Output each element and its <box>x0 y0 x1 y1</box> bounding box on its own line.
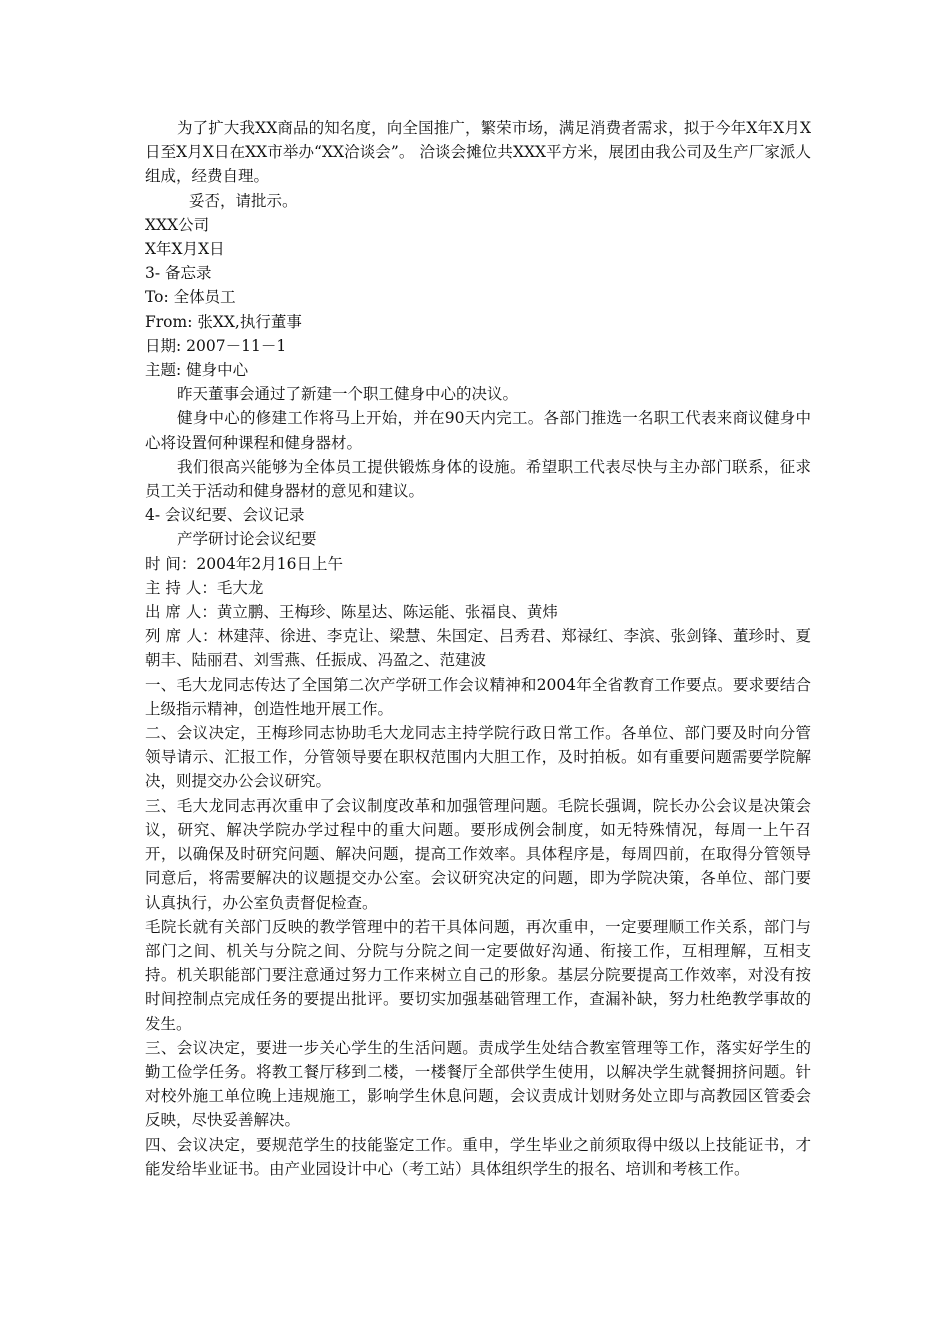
memo-to: To: 全体员工 <box>145 288 236 307</box>
signature-date: X年X月X日 <box>145 240 225 259</box>
memo-paragraph-2: 健身中心的修建工作将马上开始，并在90天内完工。各部门推选一名职工代表来商议健身中心将设置何种课程和健身器材。 <box>145 409 811 452</box>
minutes-time: 时 间：2004年2月16日上午 <box>145 554 343 573</box>
memo-paragraph-1: 昨天董事会通过了新建一个职工健身中心的决议。 <box>177 385 519 404</box>
minutes-title: 产学研讨论会议纪要 <box>177 530 317 549</box>
request-line: 妥否，请批示。 <box>189 191 298 210</box>
memo-paragraph-3: 我们很高兴能够为全体员工提供锻炼身体的设施。希望职工代表尽快与主办部门联系，征求员工关于活动和健身器材的意见和建议。 <box>145 457 811 501</box>
minutes-observers: 列 席 人：林建萍、徐进、李克让、梁慧、朱国定、吕秀君、郑禄红、李滨、张剑锋、董珍时、夏朝丰、陆丽君、刘雪燕、任振成、冯盈之、范建波 <box>145 627 811 670</box>
minutes-item-3c: 三、会议决定，要进一步关心学生的生活问题。责成学生处结合教室管理等工作，落实好学生的勤工俭学任务。将教工餐厅移到二楼，一楼餐厅全部供学生使用，以解决学生就餐拥挤问题。针对校外施工单位晚上违规施工，影响学生休息问题，会议责成计划财务处立即与高教园区管委会反映，尽快妥善解决。 <box>145 1038 811 1130</box>
intro-paragraph: 为了扩大我XX商品的知名度，向全国推广，繁荣市场，满足消费者需求，拟于今年X年X月X日至X月X日在XX市举办“XX洽谈会”。 洽谈会摊位共XXX平方米，展团由我公司及生产厂家派人组成，经费自理。 <box>145 119 811 186</box>
minutes-item-3b: 毛院长就有关部门反映的教学管理中的若干具体问题，再次重申，一定要理顺工作关系，部门与部门之间、机关与分院之间、分院与分院之间一定要做好沟通、衔接工作，互相理解，互相支持。机关职能部门要注意通过努力工作来树立自己的形象。基层分院要提高工作效率，对没有按时间控制点完成任务的要提出批评。要切实加强基础管理工作，查漏补缺，努力杜绝教学事故的发生。 <box>145 917 811 1033</box>
minutes-item-4: 四、会议决定，要规范学生的技能鉴定工作。重申，学生毕业之前须取得中级以上技能证书，才能发给毕业证书。由产业园设计中心（考工站）具体组织学生的报名、培训和考核工作。 <box>145 1135 811 1178</box>
minutes-item-3a: 三、毛大龙同志再次重申了会议制度改革和加强管理问题。毛院长强调，院长办公会议是决策会议，研究、解决学院办学过程中的重大问题。要形成例会制度，如无特殊情况，每周一上午召开，以确保及时研究问题、解决问题，提高工作效率。具体程序是，每周四前，在取得分管领导同意后，将需要解决的议题提交办公室。会议研究决定的问题，即为学院决策，各单位、部门要认真执行，办公室负责督促检查。 <box>145 796 811 912</box>
memo-subject: 主题: 健身中心 <box>145 361 249 380</box>
section-heading-memo: 3- 备忘录 <box>145 264 212 283</box>
minutes-attendees: 出 席 人：黄立鹏、王梅珍、陈星达、陈运能、张福良、黄炜 <box>145 603 558 622</box>
memo-date: 日期: 2007－11－1 <box>145 336 287 355</box>
minutes-item-1: 一、毛大龙同志传达了全国第二次产学研工作会议精神和2004年全省教育工作要点。要求要结合上级指示精神，创造性地开展工作。 <box>145 675 811 718</box>
minutes-host: 主 持 人：毛大龙 <box>145 578 264 597</box>
minutes-item-2: 二、会议决定，王梅珍同志协助毛大龙同志主持学院行政日常工作。各单位、部门要及时向分管领导请示、汇报工作，分管领导要在职权范围内大胆工作，及时拍板。如有重要问题需要学院解决，则提交办公会议研究。 <box>145 724 811 791</box>
signature-company: XXX公司 <box>145 215 210 234</box>
section-heading-minutes: 4- 会议纪要、会议记录 <box>145 506 305 525</box>
memo-from: From: 张XX,执行董事 <box>145 312 302 331</box>
document-page <box>145 116 811 1181</box>
